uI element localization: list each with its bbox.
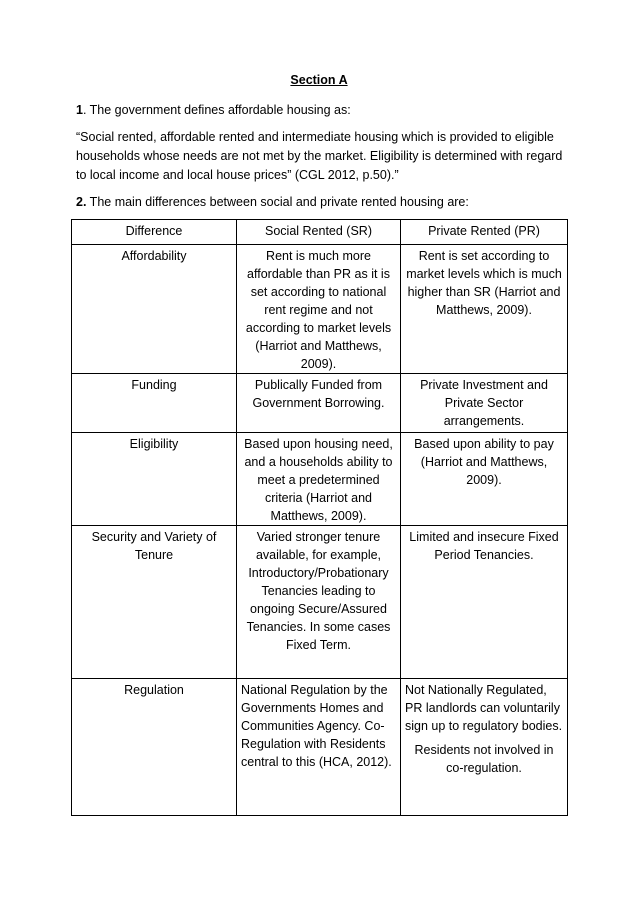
row-tenure-private: Limited and insecure Fixed Period Tenancies. <box>401 526 568 679</box>
question-1-number: 1 <box>76 103 83 117</box>
row-funding-social: Publically Funded from Government Borrowing. <box>237 374 401 433</box>
differences-table <box>71 219 568 816</box>
row-regulation-private-note: Residents not involved in co-regulation. <box>414 743 554 775</box>
row-affordability-private: Rent is set according to market levels which is much higher than SR (Harriot and Matthews, 2009). <box>401 245 568 374</box>
question-1-text: . The government defines affordable housing as: <box>82 103 351 117</box>
row-eligibility-social: Based upon housing need, and a households ability to meet a predetermined criteria (Harriot and Matthews, 2009). <box>237 433 401 526</box>
row-funding-difference: Funding <box>72 374 237 433</box>
table-header-row <box>72 220 568 245</box>
row-affordability-difference: Affordability <box>72 245 237 374</box>
row-eligibility-difference: Eligibility <box>72 433 237 526</box>
row-funding-private: Private Investment and Private Sector arrangements. <box>401 374 568 433</box>
table-row <box>72 433 568 526</box>
row-tenure-difference: Security and Variety of Tenure <box>72 526 237 679</box>
question-1 <box>76 101 566 120</box>
table-row <box>72 245 568 374</box>
section-title: Section A <box>290 73 348 87</box>
table-row <box>72 374 568 433</box>
question-2-text: The main differences between social and private rented housing are: <box>86 195 469 209</box>
table-row <box>72 679 568 816</box>
row-regulation-social: National Regulation by the Governments Homes and Communities Agency. Co-Regulation with Residents central to this (HCA, 2012). <box>237 679 401 816</box>
row-regulation-private <box>401 679 568 816</box>
row-tenure-social: Varied stronger tenure available, for example, Introductory/Probationary Tenancies leading to ongoing Secure/Assured Tenancies. In some cases Fixed Term. <box>237 526 401 679</box>
row-affordability-social: Rent is much more affordable than PR as it is set according to national rent regime and not according to market levels (Harriot and Matthews, 2009). <box>237 245 401 374</box>
table-row <box>72 526 568 679</box>
header-private-rented: Private Rented (PR) <box>401 220 568 245</box>
question-2-number: 2. <box>76 195 87 209</box>
question-2 <box>76 193 566 212</box>
row-eligibility-private: Based upon ability to pay (Harriot and Matthews, 2009). <box>401 433 568 526</box>
header-difference: Difference <box>72 220 237 245</box>
row-regulation-private-text: Not Nationally Regulated, PR landlords can voluntarily sign up to regulatory bodies. <box>405 683 563 733</box>
definition-quote: “Social rented, affordable rented and intermediate housing which is provided to eligible households whose needs are not met by the market. Eligibility is determined with regard to local income and local house prices” (CGL 2012, p.50).” <box>76 130 563 182</box>
header-social-rented: Social Rented (SR) <box>237 220 401 245</box>
row-regulation-difference: Regulation <box>72 679 237 816</box>
